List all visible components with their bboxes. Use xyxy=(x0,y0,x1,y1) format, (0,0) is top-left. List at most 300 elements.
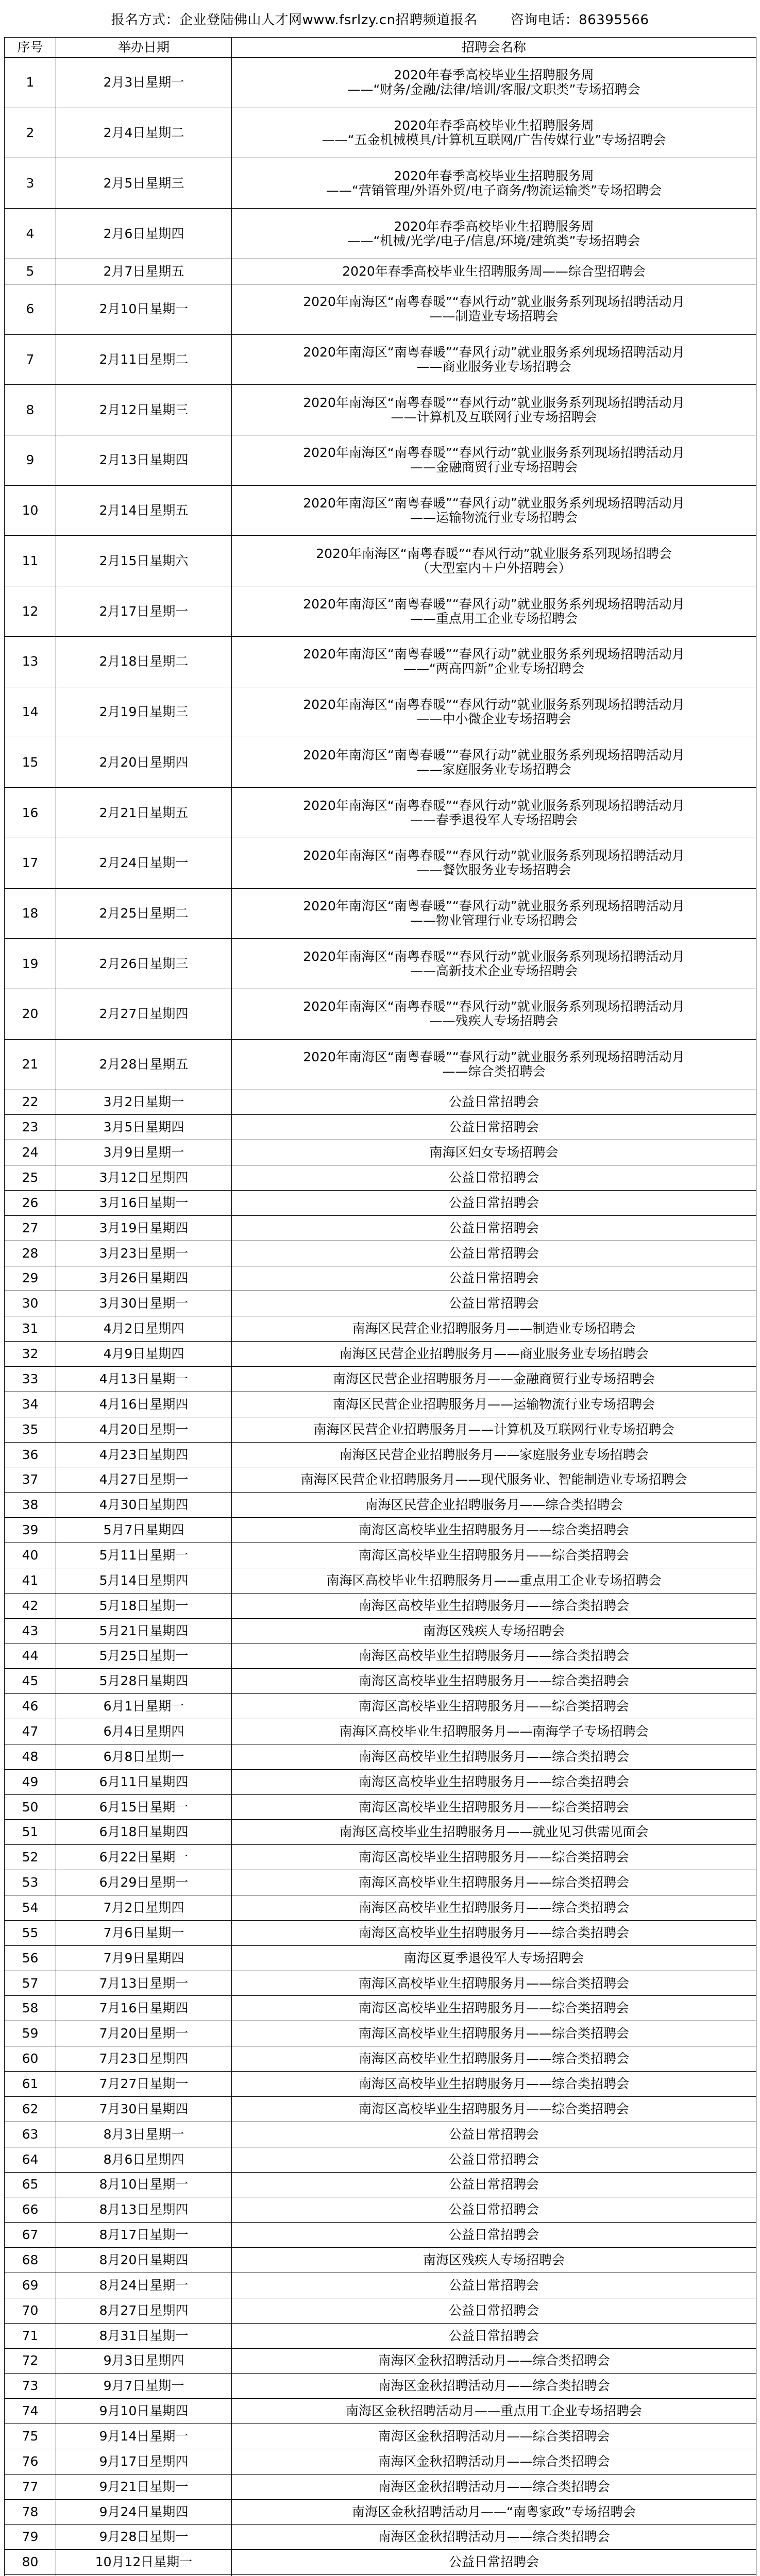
table-row xyxy=(5,2298,756,2323)
row-date: 8月17日星期一 xyxy=(56,2223,232,2248)
row-date: 2月14日星期五 xyxy=(56,485,232,536)
row-date: 2月19日星期三 xyxy=(56,687,232,737)
row-fair-name: 2020年南海区“南粤春暖”“春风行动”就业服务系列现场招聘活动月 ——春季退役军人专场招聘会 xyxy=(232,788,756,838)
row-index: 15 xyxy=(5,737,56,788)
row-date: 7月30日星期四 xyxy=(56,2096,232,2122)
row-fair-name: 南海区金秋招聘活动月——“南粤家政”专场招聘会 xyxy=(232,2499,756,2524)
row-fair-name: 2020年春季高校毕业生招聘服务周 ——“机械/光学/电子/信息/环境/建筑类”专场招聘会 xyxy=(232,209,756,259)
row-index: 69 xyxy=(5,2273,56,2298)
row-index: 68 xyxy=(5,2248,56,2273)
row-fair-name: 南海区民营企业招聘服务月——综合类招聘会 xyxy=(232,1493,756,1518)
row-date: 3月5日星期四 xyxy=(56,1115,232,1140)
row-index: 80 xyxy=(5,2550,56,2575)
row-index: 36 xyxy=(5,1442,56,1467)
row-index: 16 xyxy=(5,788,56,838)
row-date: 2月26日星期三 xyxy=(56,939,232,989)
row-fair-name: 2020年春季高校毕业生招聘服务周 ——“财务/金融/法律/培训/客服/文职类”专场招聘会 xyxy=(232,58,756,108)
table-row xyxy=(5,1719,756,1744)
row-fair-name: 南海区高校毕业生招聘服务月——综合类招聘会 xyxy=(232,1845,756,1870)
row-fair-name: 2020年南海区“南粤春暖”“春风行动”就业服务系列现场招聘活动月 ——餐饮服务业专场招聘会 xyxy=(232,838,756,888)
row-date: 6月8日星期一 xyxy=(56,1744,232,1769)
row-date: 8月10日星期一 xyxy=(56,2172,232,2197)
row-date: 5月11日星期一 xyxy=(56,1543,232,1568)
row-date: 2月4日星期二 xyxy=(56,108,232,158)
row-date: 7月6日星期一 xyxy=(56,1920,232,1945)
row-fair-name: 公益日常招聘会 xyxy=(232,2197,756,2223)
row-fair-name: 2020年春季高校毕业生招聘服务周 ——“营销管理/外语外贸/电子商务/物流运输类”专场招聘会 xyxy=(232,158,756,209)
table-body xyxy=(5,58,756,2576)
row-date: 6月1日星期一 xyxy=(56,1694,232,1719)
row-fair-name: 公益日常招聘会 xyxy=(232,2273,756,2298)
table-row xyxy=(5,888,756,939)
table-row xyxy=(5,2474,756,2499)
row-fair-name: 2020年春季高校毕业生招聘服务周 ——“五金机械模具/计算机互联网/广告传媒行业”专场招聘会 xyxy=(232,108,756,158)
table-row xyxy=(5,2147,756,2172)
row-date: 8月3日星期一 xyxy=(56,2122,232,2147)
column-header-date: 举办日期 xyxy=(56,38,232,58)
row-date: 5月14日星期四 xyxy=(56,1568,232,1593)
table-row xyxy=(5,1342,756,1367)
row-index: 23 xyxy=(5,1115,56,1140)
row-fair-name: 南海区民营企业招聘服务月——计算机及互联网行业专场招聘会 xyxy=(232,1417,756,1442)
row-index: 51 xyxy=(5,1820,56,1845)
table-row xyxy=(5,58,756,108)
row-date: 8月6日星期四 xyxy=(56,2147,232,2172)
row-fair-name: 2020年南海区“南粤春暖”“春风行动”就业服务系列现场招聘活动月 ——重点用工企业专场招聘会 xyxy=(232,586,756,637)
table-row xyxy=(5,636,756,687)
row-index: 21 xyxy=(5,1039,56,1090)
row-index: 27 xyxy=(5,1215,56,1241)
row-date: 9月17日星期四 xyxy=(56,2449,232,2474)
row-date: 2月3日星期一 xyxy=(56,58,232,108)
table-row xyxy=(5,2524,756,2550)
row-index: 72 xyxy=(5,2348,56,2374)
table-row xyxy=(5,1417,756,1442)
table-row xyxy=(5,1845,756,1870)
row-fair-name: 南海区民营企业招聘服务月——金融商贸行业专场招聘会 xyxy=(232,1367,756,1392)
row-index: 22 xyxy=(5,1090,56,1115)
row-index: 49 xyxy=(5,1769,56,1794)
table-row xyxy=(5,1820,756,1845)
row-date: 6月22日星期一 xyxy=(56,1845,232,1870)
row-index: 66 xyxy=(5,2197,56,2223)
row-date: 6月18日星期四 xyxy=(56,1820,232,1845)
table-row xyxy=(5,2096,756,2122)
row-date: 2月20日星期四 xyxy=(56,737,232,788)
row-fair-name: 2020年南海区“南粤春暖”“春风行动”就业服务系列现场招聘活动月 ——中小微企业专场招聘会 xyxy=(232,687,756,737)
row-date: 8月20日星期四 xyxy=(56,2248,232,2273)
row-fair-name: 2020年南海区“南粤春暖”“春风行动”就业服务系列现场招聘活动月 ——运输物流行业专场招聘会 xyxy=(232,485,756,536)
row-fair-name: 公益日常招聘会 xyxy=(232,2298,756,2323)
row-index: 39 xyxy=(5,1518,56,1543)
table-row xyxy=(5,687,756,737)
row-fair-name: 南海区高校毕业生招聘服务月——综合类招聘会 xyxy=(232,1593,756,1618)
row-date: 4月30日星期四 xyxy=(56,1493,232,1518)
row-fair-name: 公益日常招聘会 xyxy=(232,1266,756,1291)
table-row xyxy=(5,1266,756,1291)
row-fair-name: 南海区高校毕业生招聘服务月——综合类招聘会 xyxy=(232,2096,756,2122)
row-fair-name: 南海区民营企业招聘服务月——商业服务业专场招聘会 xyxy=(232,1342,756,1367)
row-fair-name: 南海区高校毕业生招聘服务月——综合类招聘会 xyxy=(232,1694,756,1719)
row-fair-name: 南海区高校毕业生招聘服务月——综合类招聘会 xyxy=(232,1543,756,1568)
table-row xyxy=(5,2348,756,2374)
table-row xyxy=(5,989,756,1040)
row-fair-name: 南海区残疾人专场招聘会 xyxy=(232,1618,756,1643)
row-index: 28 xyxy=(5,1241,56,1266)
row-fair-name: 2020年南海区“南粤春暖”“春风行动”就业服务系列现场招聘活动月 ——物业管理行业专场招聘会 xyxy=(232,888,756,939)
table-row xyxy=(5,1568,756,1593)
row-fair-name: 南海区高校毕业生招聘服务月——综合类招聘会 xyxy=(232,2046,756,2072)
row-fair-name: 2020年南海区“南粤春暖”“春风行动”就业服务系列现场招聘活动月 ——计算机及互联网行业专场招聘会 xyxy=(232,385,756,435)
row-index: 71 xyxy=(5,2323,56,2348)
row-date: 2月21日星期五 xyxy=(56,788,232,838)
row-date: 3月16日星期一 xyxy=(56,1190,232,1215)
row-fair-name: 南海区民营企业招聘服务月——制造业专场招聘会 xyxy=(232,1316,756,1342)
row-index: 40 xyxy=(5,1543,56,1568)
row-fair-name: 南海区民营企业招聘服务月——现代服务业、智能制造业专场招聘会 xyxy=(232,1467,756,1493)
row-date: 7月16日星期四 xyxy=(56,1996,232,2021)
table-row xyxy=(5,2550,756,2575)
row-date: 3月26日星期四 xyxy=(56,1266,232,1291)
row-fair-name: 南海区夏季退役军人专场招聘会 xyxy=(232,1945,756,1971)
row-index: 9 xyxy=(5,435,56,486)
row-date: 3月30日星期一 xyxy=(56,1291,232,1316)
table-row xyxy=(5,2323,756,2348)
row-fair-name: 南海区高校毕业生招聘服务月——综合类招聘会 xyxy=(232,1643,756,1669)
table-row xyxy=(5,1618,756,1643)
row-date: 8月27日星期四 xyxy=(56,2298,232,2323)
table-row xyxy=(5,2499,756,2524)
row-date: 3月19日星期四 xyxy=(56,1215,232,1241)
row-date: 5月7日星期四 xyxy=(56,1518,232,1543)
phone-info: 咨询电话：86395566 xyxy=(510,12,649,28)
row-index: 41 xyxy=(5,1568,56,1593)
row-index: 19 xyxy=(5,939,56,989)
row-fair-name: 2020年南海区“南粤春暖”“春风行动”就业服务系列现场招聘活动月 ——高新技术企业专场招聘会 xyxy=(232,939,756,989)
table-row xyxy=(5,1190,756,1215)
row-index: 43 xyxy=(5,1618,56,1643)
row-fair-name: 南海区高校毕业生招聘服务月——南海学子专场招聘会 xyxy=(232,1719,756,1744)
column-header-index: 序号 xyxy=(5,38,56,58)
row-index: 52 xyxy=(5,1845,56,1870)
table-row xyxy=(5,1392,756,1417)
row-date: 9月24日星期四 xyxy=(56,2499,232,2524)
row-fair-name: 公益日常招聘会 xyxy=(232,2122,756,2147)
row-date: 7月23日星期四 xyxy=(56,2046,232,2072)
row-fair-name: 南海区金秋招聘活动月——综合类招聘会 xyxy=(232,2348,756,2374)
row-fair-name: 公益日常招聘会 xyxy=(232,1090,756,1115)
table-row xyxy=(5,2223,756,2248)
row-index: 59 xyxy=(5,2021,56,2046)
table-row xyxy=(5,2273,756,2298)
table-row xyxy=(5,385,756,435)
row-date: 5月25日星期一 xyxy=(56,1643,232,1669)
row-index: 60 xyxy=(5,2046,56,2072)
table-header-row xyxy=(5,38,756,58)
row-fair-name: 南海区高校毕业生招聘服务月——综合类招聘会 xyxy=(232,2072,756,2097)
row-index: 38 xyxy=(5,1493,56,1518)
row-fair-name: 2020年南海区“南粤春暖”“春风行动”就业服务系列现场招聘会 （大型室内＋户外招聘会） xyxy=(232,536,756,586)
table-row xyxy=(5,284,756,334)
row-date: 9月10日星期四 xyxy=(56,2399,232,2424)
row-index: 13 xyxy=(5,636,56,687)
row-date: 4月13日星期一 xyxy=(56,1367,232,1392)
row-date: 3月2日星期一 xyxy=(56,1090,232,1115)
row-date: 9月3日星期四 xyxy=(56,2348,232,2374)
table-row xyxy=(5,2374,756,2399)
row-index: 11 xyxy=(5,536,56,586)
row-index: 78 xyxy=(5,2499,56,2524)
row-fair-name: 公益日常招聘会 xyxy=(232,2550,756,2575)
table-row xyxy=(5,2449,756,2474)
table-row xyxy=(5,209,756,259)
row-index: 4 xyxy=(5,209,56,259)
row-date: 2月12日星期三 xyxy=(56,385,232,435)
row-fair-name: 南海区高校毕业生招聘服务月——综合类招聘会 xyxy=(232,1669,756,1694)
row-fair-name: 2020年南海区“南粤春暖”“春风行动”就业服务系列现场招聘活动月 ——金融商贸行业专场招聘会 xyxy=(232,435,756,486)
row-date: 2月6日星期四 xyxy=(56,209,232,259)
page-header xyxy=(0,0,760,37)
table-row xyxy=(5,435,756,486)
row-date: 7月2日星期四 xyxy=(56,1895,232,1921)
table-row xyxy=(5,1039,756,1090)
row-date: 2月28日星期五 xyxy=(56,1039,232,1090)
table-row xyxy=(5,1316,756,1342)
table-row xyxy=(5,1493,756,1518)
table-row xyxy=(5,838,756,888)
row-date: 3月12日星期四 xyxy=(56,1165,232,1191)
table-row xyxy=(5,1467,756,1493)
row-fair-name: 南海区民营企业招聘服务月——运输物流行业专场招聘会 xyxy=(232,1392,756,1417)
table-row xyxy=(5,108,756,158)
table-row xyxy=(5,485,756,536)
row-index: 18 xyxy=(5,888,56,939)
register-info: 报名方式：企业登陆佛山人才网www.fsrlzy.cn招聘频道报名 xyxy=(111,12,478,28)
row-index: 25 xyxy=(5,1165,56,1191)
row-fair-name: 南海区民营企业招聘服务月——家庭服务业专场招聘会 xyxy=(232,1442,756,1467)
row-index: 65 xyxy=(5,2172,56,2197)
table-row xyxy=(5,1090,756,1115)
row-fair-name: 公益日常招聘会 xyxy=(232,2147,756,2172)
row-index: 24 xyxy=(5,1140,56,1165)
row-index: 34 xyxy=(5,1392,56,1417)
row-fair-name: 2020年南海区“南粤春暖”“春风行动”就业服务系列现场招聘活动月 ——综合类招聘会 xyxy=(232,1039,756,1090)
row-fair-name: 南海区高校毕业生招聘服务月——综合类招聘会 xyxy=(232,1518,756,1543)
table-row xyxy=(5,1518,756,1543)
row-index: 62 xyxy=(5,2096,56,2122)
table-row xyxy=(5,334,756,385)
row-index: 67 xyxy=(5,2223,56,2248)
table-row xyxy=(5,1241,756,1266)
row-index: 53 xyxy=(5,1870,56,1895)
row-fair-name: 南海区残疾人专场招聘会 xyxy=(232,2248,756,2273)
row-date: 2月24日星期一 xyxy=(56,838,232,888)
row-date: 2月27日星期四 xyxy=(56,989,232,1040)
row-index: 79 xyxy=(5,2524,56,2550)
table-row xyxy=(5,2021,756,2046)
table-row xyxy=(5,586,756,637)
row-index: 73 xyxy=(5,2374,56,2399)
row-index: 17 xyxy=(5,838,56,888)
row-index: 75 xyxy=(5,2424,56,2449)
row-index: 14 xyxy=(5,687,56,737)
row-date: 5月21日星期四 xyxy=(56,1618,232,1643)
row-index: 50 xyxy=(5,1794,56,1820)
row-date: 7月27日星期一 xyxy=(56,2072,232,2097)
row-index: 5 xyxy=(5,259,56,284)
table-row xyxy=(5,1215,756,1241)
table-row xyxy=(5,2072,756,2097)
row-fair-name: 2020年南海区“南粤春暖”“春风行动”就业服务系列现场招聘活动月 ——家庭服务业专场招聘会 xyxy=(232,737,756,788)
row-date: 9月14日星期一 xyxy=(56,2424,232,2449)
row-index: 42 xyxy=(5,1593,56,1618)
row-date: 6月11日星期四 xyxy=(56,1769,232,1794)
row-date: 4月16日星期四 xyxy=(56,1392,232,1417)
row-fair-name: 南海区高校毕业生招聘服务月——综合类招聘会 xyxy=(232,1895,756,1921)
row-index: 57 xyxy=(5,1971,56,1996)
row-index: 35 xyxy=(5,1417,56,1442)
table-row xyxy=(5,1945,756,1971)
row-index: 44 xyxy=(5,1643,56,1669)
table-row xyxy=(5,1367,756,1392)
row-index: 76 xyxy=(5,2449,56,2474)
row-fair-name: 南海区高校毕业生招聘服务月——综合类招聘会 xyxy=(232,1971,756,1996)
row-date: 8月13日星期四 xyxy=(56,2197,232,2223)
row-index: 46 xyxy=(5,1694,56,1719)
row-index: 26 xyxy=(5,1190,56,1215)
row-fair-name: 公益日常招聘会 xyxy=(232,1165,756,1191)
row-fair-name: 南海区金秋招聘活动月——综合类招聘会 xyxy=(232,2474,756,2499)
row-index: 70 xyxy=(5,2298,56,2323)
row-fair-name: 公益日常招聘会 xyxy=(232,2323,756,2348)
row-index: 54 xyxy=(5,1895,56,1921)
table-row xyxy=(5,2197,756,2223)
row-date: 9月7日星期一 xyxy=(56,2374,232,2399)
row-fair-name: 2020年春季高校毕业生招聘服务周——综合型招聘会 xyxy=(232,259,756,284)
row-date: 2月15日星期六 xyxy=(56,536,232,586)
table-row xyxy=(5,1895,756,1921)
row-index: 7 xyxy=(5,334,56,385)
row-index: 3 xyxy=(5,158,56,209)
row-index: 37 xyxy=(5,1467,56,1493)
row-index: 55 xyxy=(5,1920,56,1945)
table-row xyxy=(5,1291,756,1316)
row-fair-name: 2020年南海区“南粤春暖”“春风行动”就业服务系列现场招聘活动月 ——“两高四新”企业专场招聘会 xyxy=(232,636,756,687)
row-fair-name: 公益日常招聘会 xyxy=(232,2223,756,2248)
table-row xyxy=(5,1165,756,1191)
table-row xyxy=(5,2046,756,2072)
row-index: 56 xyxy=(5,1945,56,1971)
row-fair-name: 公益日常招聘会 xyxy=(232,1291,756,1316)
table-row xyxy=(5,1593,756,1618)
table-row xyxy=(5,1694,756,1719)
row-index: 77 xyxy=(5,2474,56,2499)
row-date: 7月9日星期四 xyxy=(56,1945,232,1971)
table-row xyxy=(5,1140,756,1165)
row-date: 2月5日星期三 xyxy=(56,158,232,209)
row-index: 48 xyxy=(5,1744,56,1769)
row-fair-name: 南海区高校毕业生招聘服务月——重点用工企业专场招聘会 xyxy=(232,1568,756,1593)
table-row xyxy=(5,1794,756,1820)
row-date: 7月13日星期一 xyxy=(56,1971,232,1996)
row-fair-name: 南海区金秋招聘活动月——综合类招聘会 xyxy=(232,2449,756,2474)
row-date: 4月20日星期一 xyxy=(56,1417,232,1442)
table-row xyxy=(5,788,756,838)
row-index: 61 xyxy=(5,2072,56,2097)
row-fair-name: 2020年南海区“南粤春暖”“春风行动”就业服务系列现场招聘活动月 ——残疾人专场招聘会 xyxy=(232,989,756,1040)
table-row xyxy=(5,1643,756,1669)
row-fair-name: 南海区妇女专场招聘会 xyxy=(232,1140,756,1165)
row-date: 4月27日星期一 xyxy=(56,1467,232,1493)
row-fair-name: 南海区金秋招聘活动月——重点用工企业专场招聘会 xyxy=(232,2399,756,2424)
table-row xyxy=(5,737,756,788)
row-date: 3月9日星期一 xyxy=(56,1140,232,1165)
row-index: 47 xyxy=(5,1719,56,1744)
row-fair-name: 公益日常招聘会 xyxy=(232,1215,756,1241)
row-date: 5月28日星期四 xyxy=(56,1669,232,1694)
row-fair-name: 南海区金秋招聘活动月——综合类招聘会 xyxy=(232,2524,756,2550)
table-row xyxy=(5,158,756,209)
row-fair-name: 南海区金秋招聘活动月——综合类招聘会 xyxy=(232,2424,756,2449)
table-row xyxy=(5,1996,756,2021)
table-row xyxy=(5,2172,756,2197)
table-row xyxy=(5,1543,756,1568)
job-fair-schedule-table xyxy=(4,37,756,2576)
row-index: 10 xyxy=(5,485,56,536)
row-fair-name: 2020年南海区“南粤春暖”“春风行动”就业服务系列现场招聘活动月 ——商业服务业专场招聘会 xyxy=(232,334,756,385)
row-fair-name: 2020年南海区“南粤春暖”“春风行动”就业服务系列现场招聘活动月 ——制造业专场招聘会 xyxy=(232,284,756,334)
row-fair-name: 南海区高校毕业生招聘服务月——综合类招聘会 xyxy=(232,1794,756,1820)
row-index: 30 xyxy=(5,1291,56,1316)
row-index: 31 xyxy=(5,1316,56,1342)
row-index: 58 xyxy=(5,1996,56,2021)
row-date: 2月13日星期四 xyxy=(56,435,232,486)
row-index: 6 xyxy=(5,284,56,334)
row-index: 1 xyxy=(5,58,56,108)
row-index: 20 xyxy=(5,989,56,1040)
row-date: 9月21日星期一 xyxy=(56,2474,232,2499)
table-row xyxy=(5,939,756,989)
row-date: 5月18日星期一 xyxy=(56,1593,232,1618)
row-date: 6月29日星期一 xyxy=(56,1870,232,1895)
row-fair-name: 公益日常招聘会 xyxy=(232,1241,756,1266)
row-fair-name: 南海区高校毕业生招聘服务月——综合类招聘会 xyxy=(232,1870,756,1895)
table-row xyxy=(5,1744,756,1769)
row-date: 2月25日星期二 xyxy=(56,888,232,939)
table-row xyxy=(5,1669,756,1694)
row-index: 29 xyxy=(5,1266,56,1291)
table-row xyxy=(5,1870,756,1895)
table-row xyxy=(5,2248,756,2273)
row-date: 2月18日星期二 xyxy=(56,636,232,687)
row-fair-name: 公益日常招聘会 xyxy=(232,1190,756,1215)
row-date: 2月11日星期二 xyxy=(56,334,232,385)
row-date: 7月20日星期一 xyxy=(56,2021,232,2046)
row-date: 10月12日星期一 xyxy=(56,2550,232,2575)
row-fair-name: 公益日常招聘会 xyxy=(232,1115,756,1140)
row-date: 2月7日星期五 xyxy=(56,259,232,284)
table-row xyxy=(5,2122,756,2147)
row-index: 32 xyxy=(5,1342,56,1367)
table-row xyxy=(5,1115,756,1140)
table-row xyxy=(5,1442,756,1467)
row-index: 63 xyxy=(5,2122,56,2147)
row-date: 2月10日星期一 xyxy=(56,284,232,334)
row-fair-name: 公益日常招聘会 xyxy=(232,2172,756,2197)
row-date: 8月31日星期一 xyxy=(56,2323,232,2348)
row-fair-name: 南海区高校毕业生招聘服务月——综合类招聘会 xyxy=(232,2021,756,2046)
table-row xyxy=(5,1920,756,1945)
